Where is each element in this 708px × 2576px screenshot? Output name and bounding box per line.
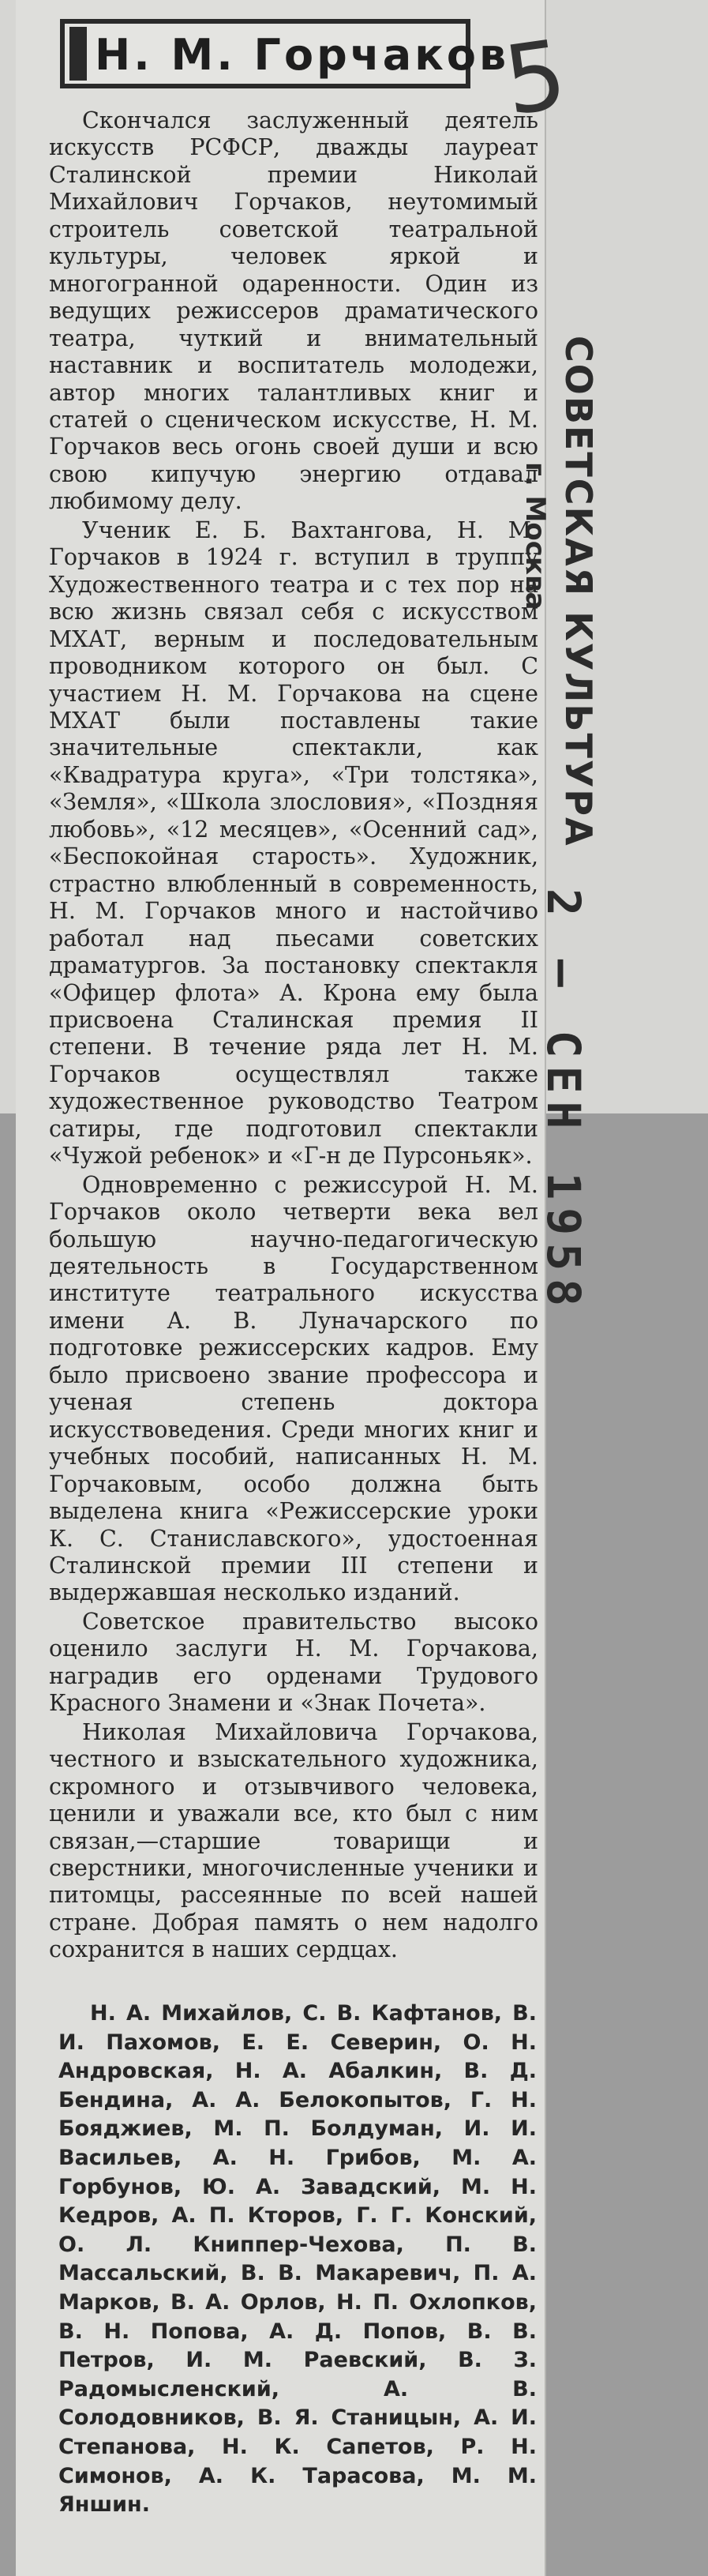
paragraph-4: Советское правительство высоко оценило заслуги Н. М. Горчакова, наградив его орденами Трудового Красного Знамени и «Знак Почета». (49, 1608, 538, 1717)
article-title: Н. М. Горчаков (95, 30, 510, 80)
signatories-list: Н. А. Михайлов, С. В. Кафтанов, В. И. Пахомов, Е. Е. Северин, О. Н. Андровская, Н. А. Абалкин, В. Д. Бендина, А. А. Белокопытов, Г. Н. Бояджиев, М. П. Болдуман, И. И. Васильев, А. Н. Грибов, М. А. Горбунов, Ю. А. Завадский, М. Н. Кедров, А. П. Кторов, Г. Г. Конский, О. Л. Книппер-Чехова, П. В. Массальский, В. В. Макаревич, П. А. Марков, В. А. Орлов, Н. П. Охлопков, В. Н. Попова, А. Д. Попов, В. В. Петров, И. М. Раевский, В. З. Радомысленский, А. В. Солодовников, В. Я. Станицын, А. И. Степанова, Н. К. Сапетов, Р. Н. Симонов, А. К. Тарасова, М. М. Яншин. (58, 2001, 537, 2518)
stamp-city: г. Москва (519, 462, 551, 610)
paragraph-1: Скончался заслуженный деятель искусств РСФСР, дважды лауреат Сталинской премии Николай Михайлович Горчаков, неутомимый строитель советской театральной культуры, человек яркой и многогранной одаренности. Один из ведущих режиссеров драматического театра, чуткий и внимательный наставник и воспитатель молодежи, автор многих талантливых книг и статей о сценическом искусстве, Н. М. Горчаков весь огонь своей души и всю свою кипучую энергию отдавал любимому делу. (49, 107, 538, 515)
title-frame (60, 19, 510, 88)
paragraph-2: Ученик Е. Б. Вахтангова, Н. М. Горчаков в 1924 г. вступил в труппу Художественного театра и с тех пор на всю жизнь связал себя с искусством МХАТ, верным и последовательным проводником которого он был. С участием Н. М. Горчакова на сцене МХАТ были поставлены такие значительные спектакли, как «Квадратура круга», «Три толстяка», «Земля», «Школа злословия», «Поздняя любовь», «12 месяцев», «Осенний сад», «Беспокойная старость». Художник, страстно влюбленный в современность, Н. М. Горчаков много и настойчиво работал над пьесами советских драматургов. За постановку спектакля «Офицер флота» А. Крона ему была присвоена Сталинская премия II степени. В течение ряда лет Н. М. Горчаков осуществлял также художественное руководство Театром сатиры, где подготовил спектакли «Чужой ребенок» и «Г-н де Пурсоньяк». (49, 516, 538, 1170)
stamp-date: 2 — СЕН 1958 (537, 888, 590, 1315)
newspaper-clipping (16, 0, 545, 2576)
paragraph-3: Одновременно с режиссурой Н. М. Горчаков около четверти века вел большую научно-педагогическую деятельность в Государственном институте театрального искусства имени А. В. Луначарского по подготовке режиссерских кадров. Ему было присвоено звание профессора и ученая степень доктора искусствоведения. Среди многих книг и учебных пособий, написанных Н. М. Горчаковым, особо должна быть выделена книга «Режиссерские уроки К. С. Станиславского», удостоенная Сталинской премии III степени и выдержавшая несколько изданий. (49, 1171, 538, 1606)
stamp-newspaper-name: СОВЕТСКАЯ КУЛЬТУРА (557, 336, 600, 847)
handwritten-number: 5 (497, 20, 573, 137)
article-body (49, 107, 538, 1966)
paragraph-5: Николая Михайловича Горчакова, честного и взыскательного художника, скромного и отзывчивого человека, ценили и уважали все, кто был с ним связан,—старшие товарищи и сверстники, многочисленные ученики и питомцы, рассеянные по всей нашей стране. Добрая память о нем надолго сохранится в наших сердцах. (49, 1718, 538, 1963)
title-frame-bar (69, 27, 87, 81)
